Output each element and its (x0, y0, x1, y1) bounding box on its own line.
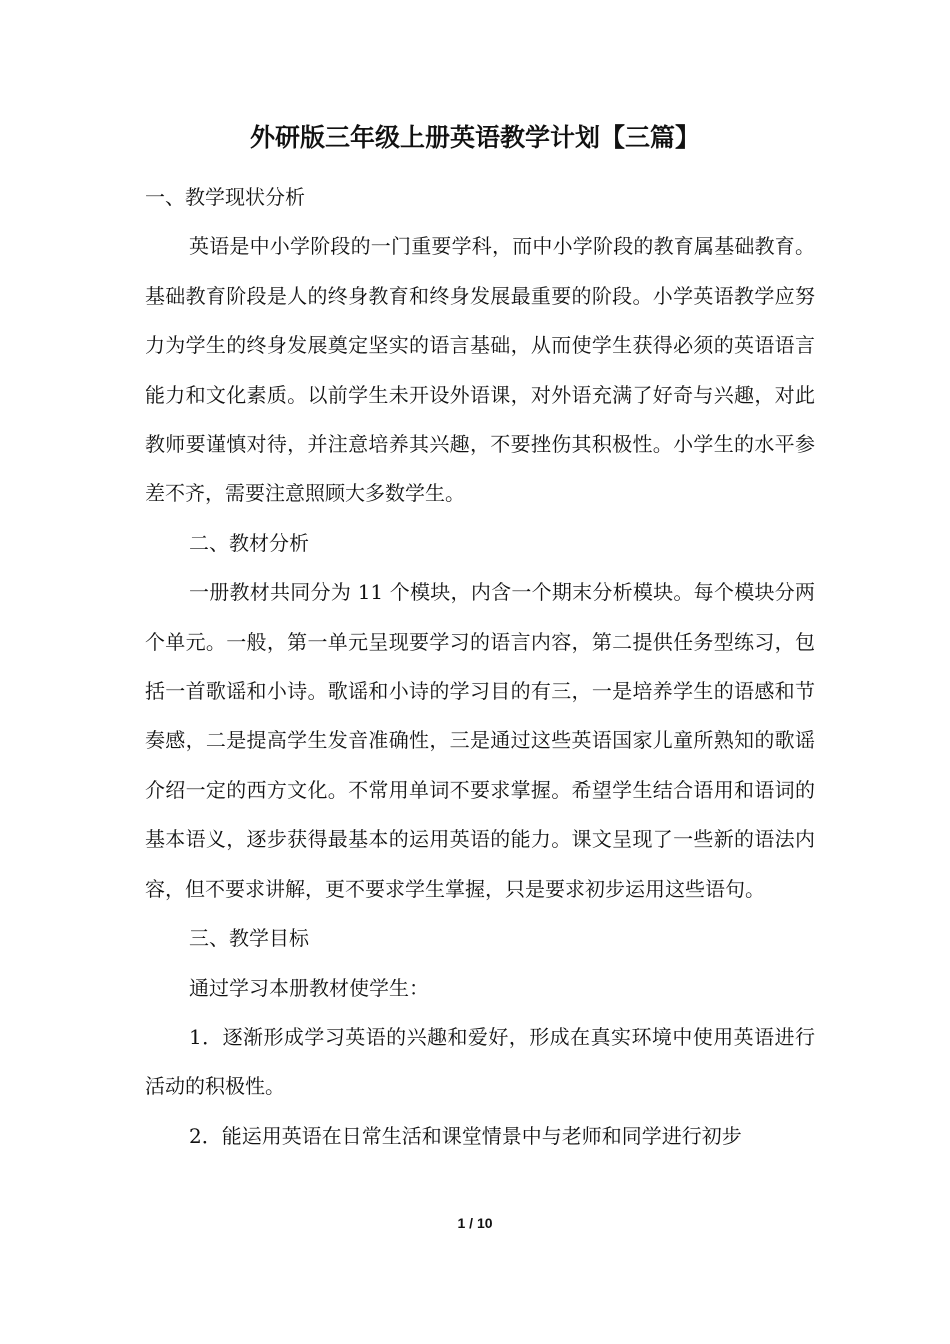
section-heading-3: 三、教学目标 (189, 926, 309, 951)
page-number: 1 / 10 (457, 1215, 493, 1231)
paragraph-textbook-analysis: 一册教材共同分为 11 个模块，内含一个期末分析模块。每个模块分两个单元。一般，第一单元呈现要学习的语言内容，第二提供任务型练习，包括一首歌谣和小诗。歌谣和小诗的学习目的有三，一是培养学生的语感和节奏感，二是提高学生发音准确性，三是通过这些英语国家儿童所熟知的歌谣介绍一定的西方文化。不常用单词不要求掌握。希望学生结合语用和语词的基本语义，逐步获得最基本的运用英语的能力。课文呈现了一些新的语法内容，但不要求讲解，更不要求学生掌握，只是要求初步运用这些语句。 (145, 580, 815, 901)
section-heading-1: 一、教学现状分析 (145, 185, 305, 209)
section-heading-2: 二、教材分析 (189, 530, 309, 555)
paragraph-goals-intro: 通过学习本册教材使学生： (189, 975, 429, 1000)
goal-item-2: 2．能运用英语在日常生活和课堂情景中与老师和同学进行初步 (189, 1123, 742, 1148)
document-body (145, 173, 815, 1161)
document-title: 外研版三年级上册英语教学计划【三篇】 (249, 123, 700, 152)
goal-item-1: 1．逐渐形成学习英语的兴趣和爱好，形成在真实环境中使用英语进行活动的积极性。 (145, 1024, 815, 1099)
paragraph-status-analysis: 英语是中小学阶段的一门重要学科，而中小学阶段的教育属基础教育。基础教育阶段是人的终身教育和终身发展最重要的阶段。小学英语教学应努力为学生的终身发展奠定坚实的语言基础，从而使学生获得必须的英语语言能力和文化素质。以前学生未开设外语课，对外语充满了好奇与兴趣，对此教师要谨慎对待，并注意培养其兴趣，不要挫伤其积极性。小学生的水平参差不齐，需要注意照顾大多数学生。 (145, 234, 815, 506)
